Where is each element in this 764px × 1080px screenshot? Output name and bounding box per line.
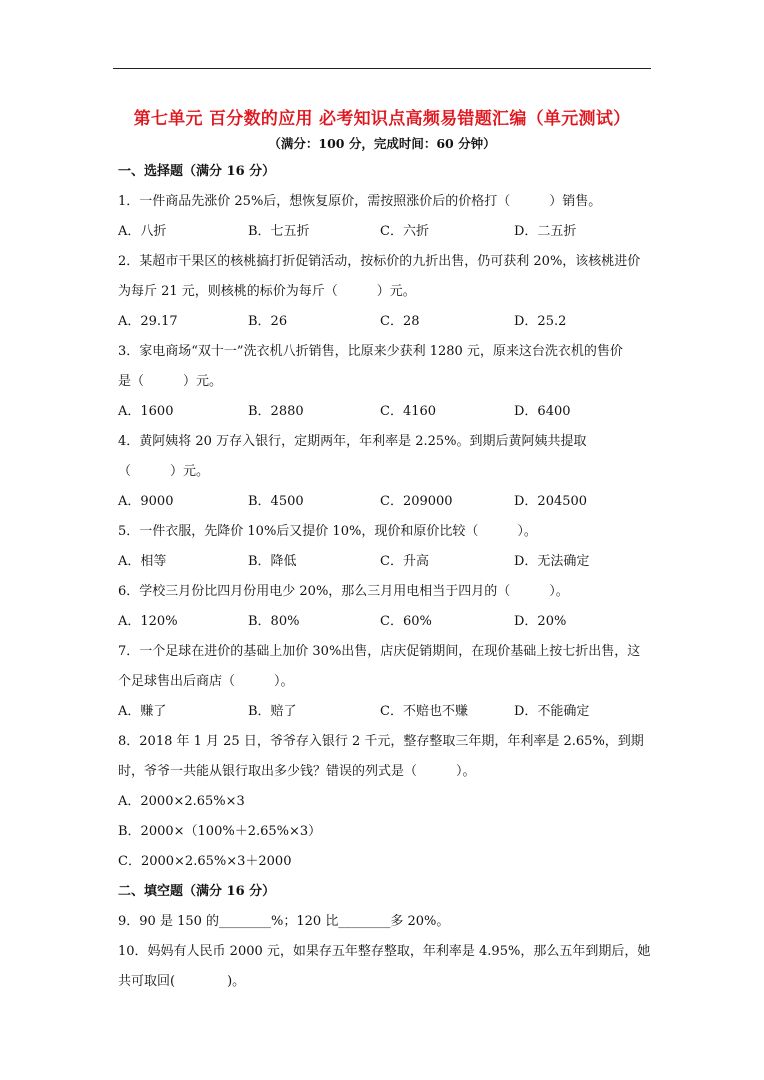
option-b: B．80% (248, 614, 300, 629)
question-text: 3．家电商场“双十一”洗衣机八折销售，比原来少获利 1280 元，原来这台洗衣机的售价 (118, 344, 623, 359)
options-row (118, 220, 638, 238)
option-b: B．七五折 (248, 224, 310, 239)
option-b: B．4500 (248, 494, 304, 509)
options-row (118, 700, 638, 718)
option-c: C．60% (380, 614, 432, 629)
option-c: C．不赔也不赚 (380, 704, 468, 719)
option-c: C．六折 (380, 224, 429, 239)
option-d: D．不能确定 (514, 704, 590, 719)
options-row (118, 550, 638, 568)
option-c: C．209000 (380, 494, 453, 509)
question-text: 7．一个足球在进价的基础上加价 30%出售，店庆促销期间，在现价基础上按七折出售，这 (118, 644, 641, 659)
section-choice-heading: 一、选择题（满分 16 分） (118, 164, 276, 179)
option-b: B．2000×（100%＋2.65%×3） (118, 824, 322, 839)
options-row (118, 490, 638, 508)
option-a: A．1600 (118, 404, 174, 419)
options-row (118, 610, 638, 628)
question-text-cont: 时，爷爷一共能从银行取出多少钱？错误的列式是（ ）。 (118, 764, 476, 779)
option-b: B．降低 (248, 554, 297, 569)
option-a: A．9000 (118, 494, 174, 509)
question-text: 6．学校三月份比四月份用电少 20%，那么三月用电相当于四月的（ ）。 (118, 584, 569, 599)
option-a: A．2000×2.65%×3 (118, 794, 245, 809)
option-d: D．二五折 (514, 224, 577, 239)
option-a: A．赚了 (118, 704, 167, 719)
question-text: 2．某超市干果区的核桃搞打折促销活动，按标价的九折出售，仍可获利 20%，该核桃进价 (118, 254, 641, 269)
question-text: 10．妈妈有人民币 2000 元，如果存五年整存整取，年利率是 4.95%，那么五年到期后，她 (118, 944, 651, 959)
option-b: B．2880 (248, 404, 304, 419)
question-text-cont: 是（ ）元。 (118, 374, 223, 389)
option-d: D．204500 (514, 494, 588, 509)
option-c: C．4160 (380, 404, 437, 419)
question-text: 8．2018 年 1 月 25 日，爷爷存入银行 2 千元，整存整取三年期，年利率是 2.65%，到期 (118, 734, 644, 749)
question-text: 9．90 是 150 的________%；120 比________多 20%。 (118, 914, 450, 929)
option-c: C．升高 (380, 554, 429, 569)
question-text-cont: 为每斤 21 元，则核桃的标价为每斤（ ）元。 (118, 284, 416, 299)
question-text: 1．一件商品先涨价 25%后，想恢复原价，需按照涨价后的价格打（ ）销售。 (118, 194, 602, 209)
option-c: C．28 (380, 314, 420, 329)
page-title: 第七单元 百分数的应用 必考知识点高频易错题汇编（单元测试） (133, 109, 631, 129)
options-row (118, 400, 638, 418)
option-b: B．赔了 (248, 704, 297, 719)
option-a: A．120% (118, 614, 178, 629)
option-d: D．25.2 (514, 314, 567, 329)
option-c: C．2000×2.65%×3＋2000 (118, 854, 292, 869)
option-b: B．26 (248, 314, 288, 329)
question-text-cont: 个足球售出后商店（ ）。 (118, 674, 294, 689)
option-a: A．相等 (118, 554, 167, 569)
section-fill-heading: 二、填空题（满分 16 分） (118, 884, 276, 899)
option-d: D．6400 (514, 404, 571, 419)
options-row (118, 310, 638, 328)
question-text: 4．黄阿姨将 20 万存入银行，定期两年，年利率是 2.25%。到期后黄阿姨共提取 (118, 434, 587, 449)
question-text: 5．一件衣服，先降价 10%后又提价 10%，现价和原价比较（ ）。 (118, 524, 537, 539)
question-text-cont: （ ）元。 (118, 464, 210, 479)
header-rule (113, 68, 651, 69)
option-a: A．八折 (118, 224, 167, 239)
option-d: D．20% (514, 614, 567, 629)
page-subtitle: （满分：100 分，完成时间：60 分钟） (268, 136, 496, 151)
option-a: A．29.17 (118, 314, 178, 329)
question-text-cont: 共可取回( )。 (118, 974, 246, 989)
option-d: D．无法确定 (514, 554, 590, 569)
